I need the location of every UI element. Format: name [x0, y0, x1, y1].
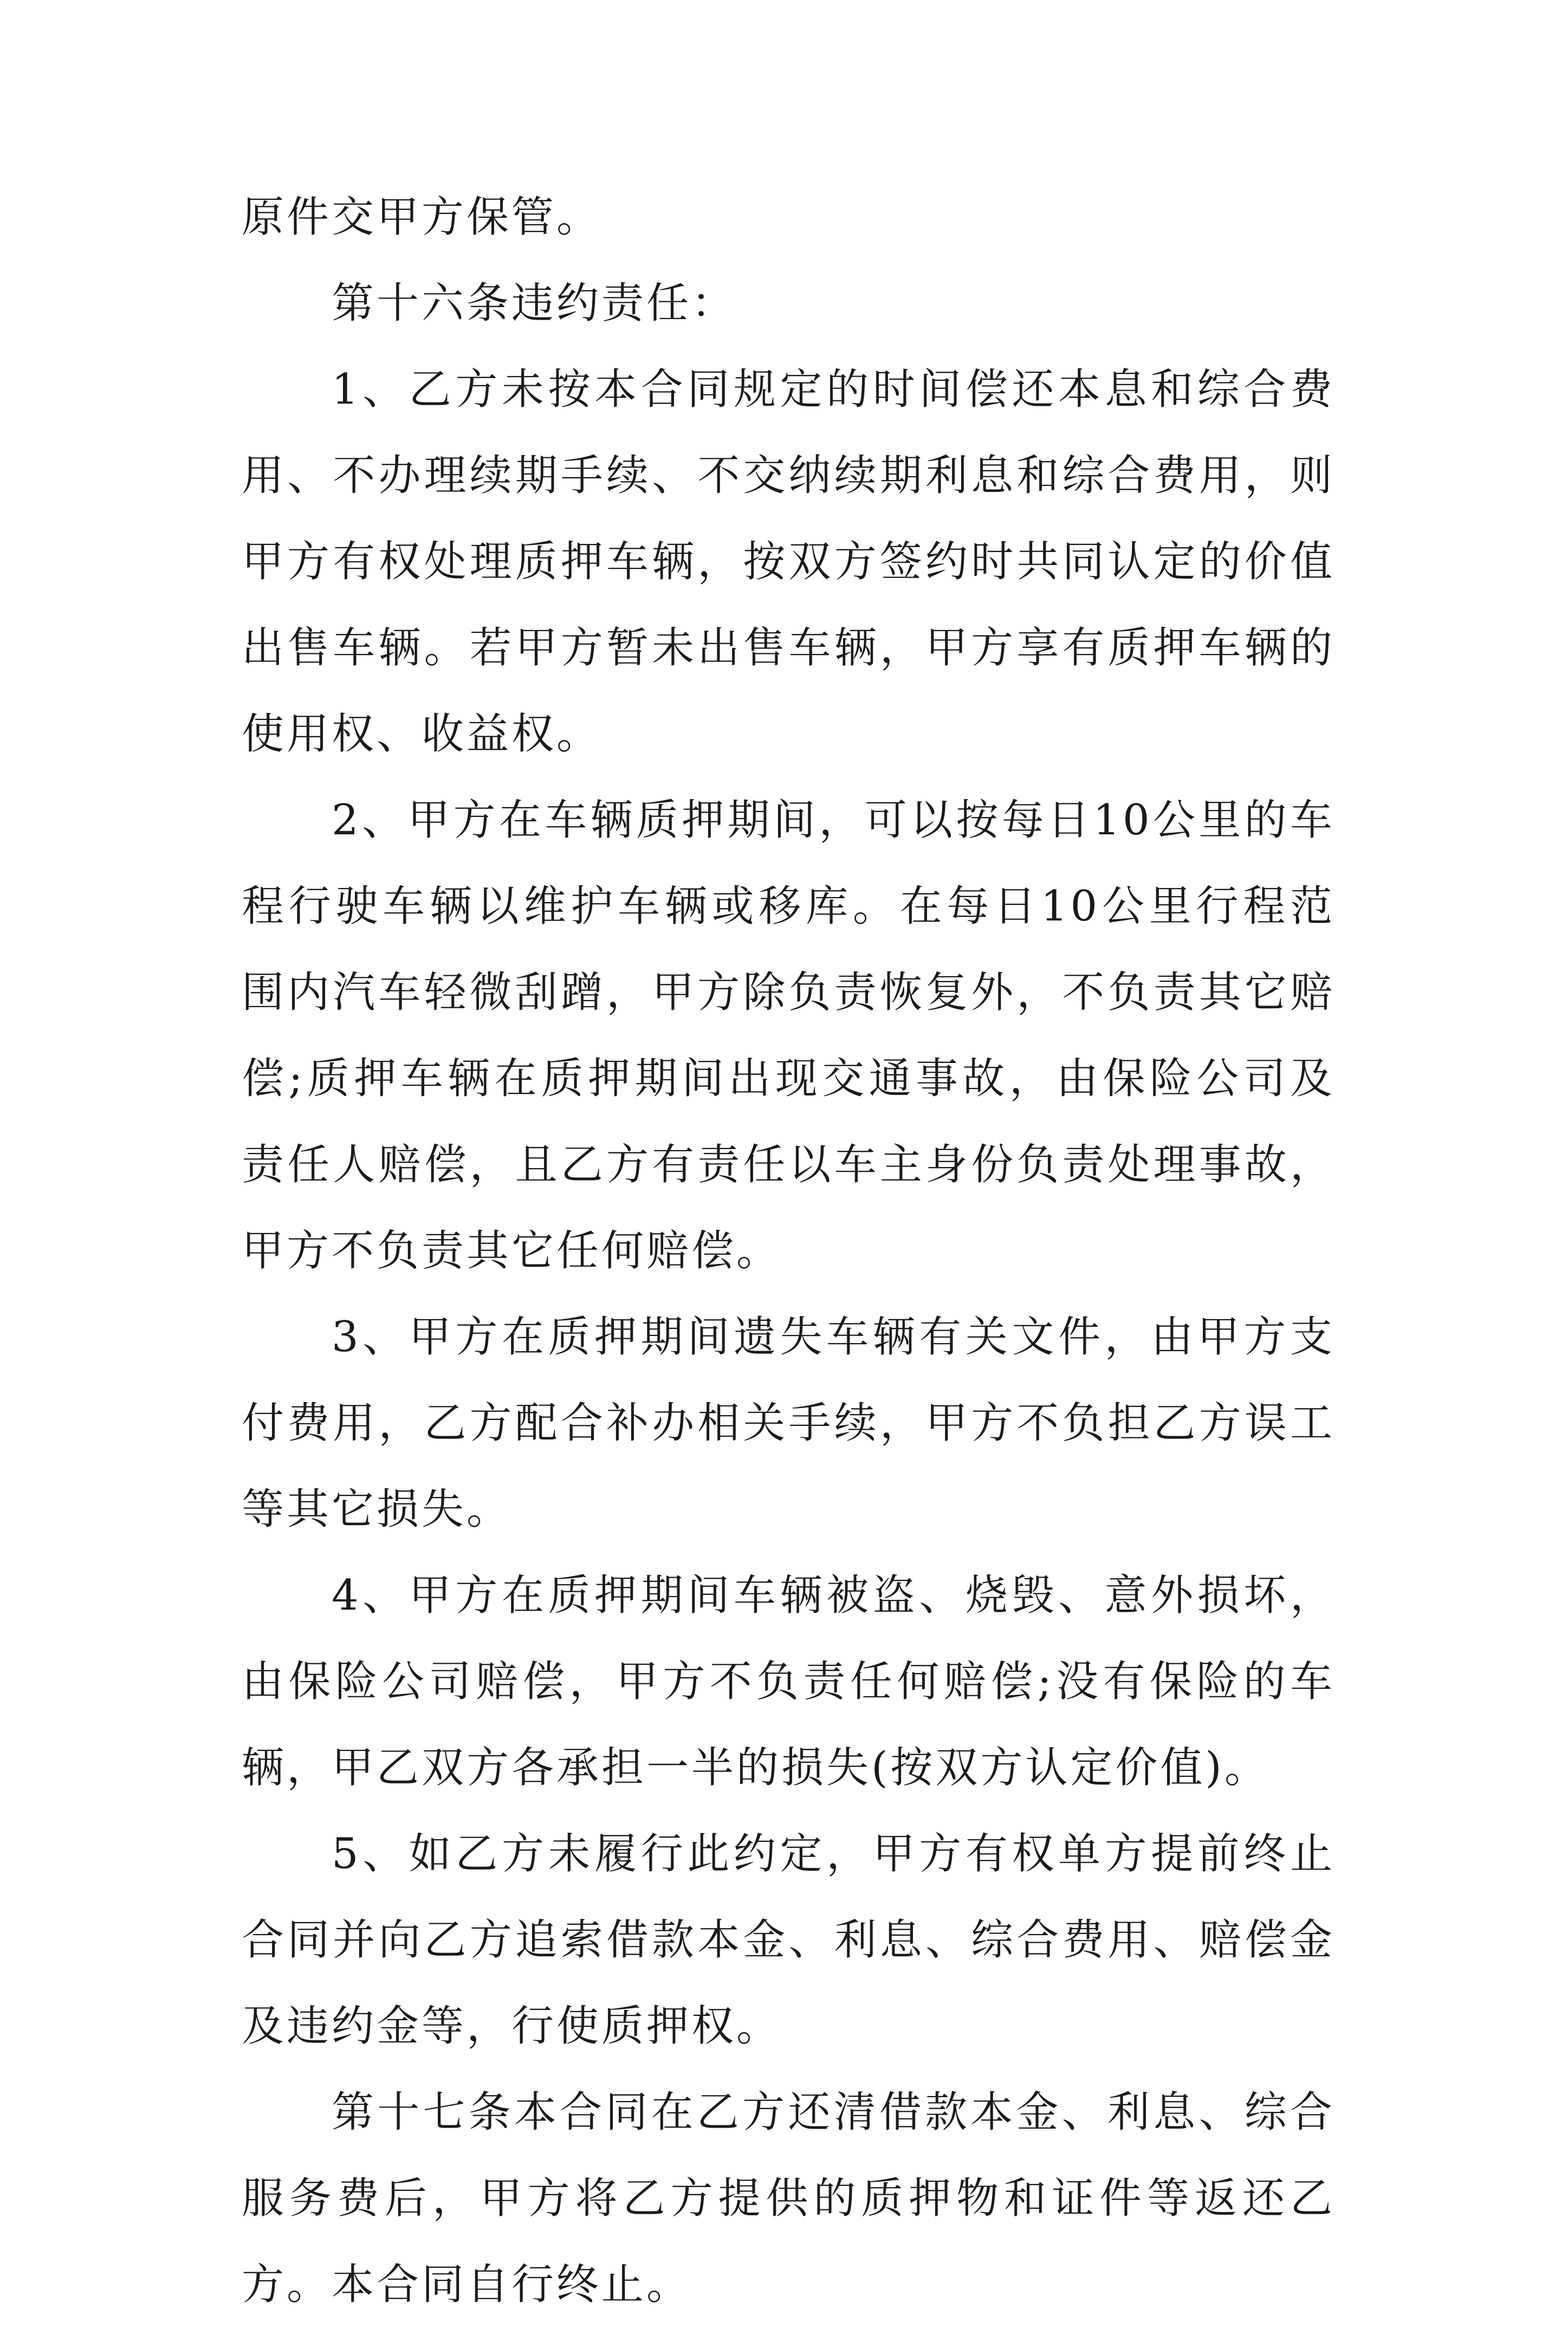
- paragraph-article-17: 第十七条本合同在乙方还清借款本金、利息、综合服务费后，甲方将乙方提供的质押物和证件等返还乙方。本合同自行终止。: [242, 2088, 1335, 2309]
- paragraph-article-16-heading: 第十六条违约责任：: [332, 279, 737, 328]
- paragraph-clause-2: 2、甲方在车辆质押期间，可以按每日10公里的车程行驶车辆以维护车辆或移库。在每日10公里行程范围内汽车轻微刮蹭，甲方除负责恢复外，不负责其它赔偿;质押车辆在质押期间出现交通事故，由保险公司及责任人赔偿，且乙方有责任以车主身份负责处理事故，甲方不负责其它任何赔偿。: [242, 796, 1335, 1275]
- paragraph-clause-4: 4、甲方在质押期间车辆被盗、烧毁、意外损坏，由保险公司赔偿，甲方不负责任何赔偿;没有保险的车辆，甲乙双方各承担一半的损失(按双方认定价值)。: [242, 1571, 1335, 1792]
- paragraph-clause-5: 5、如乙方未履行此约定，甲方有权单方提前终止合同并向乙方追索借款本金、利息、综合费用、赔偿金及违约金等，行使质押权。: [242, 1830, 1335, 2051]
- paragraph-1: 原件交甲方保管。: [242, 193, 602, 242]
- document-body: [242, 174, 1335, 2328]
- paragraph-clause-1: 1、乙方未按本合同规定的时间偿还本息和综合费用、不办理续期手续、不交纳续期利息和综合费用，则甲方有权处理质押车辆，按双方签约时共同认定的价值出售车辆。若甲方暂未出售车辆，甲方享有质押车辆的使用权、收益权。: [242, 365, 1335, 758]
- paragraph-clause-3: 3、甲方在质押期间遗失车辆有关文件，由甲方支付费用，乙方配合补办相关手续，甲方不负担乙方误工等其它损失。: [242, 1313, 1335, 1534]
